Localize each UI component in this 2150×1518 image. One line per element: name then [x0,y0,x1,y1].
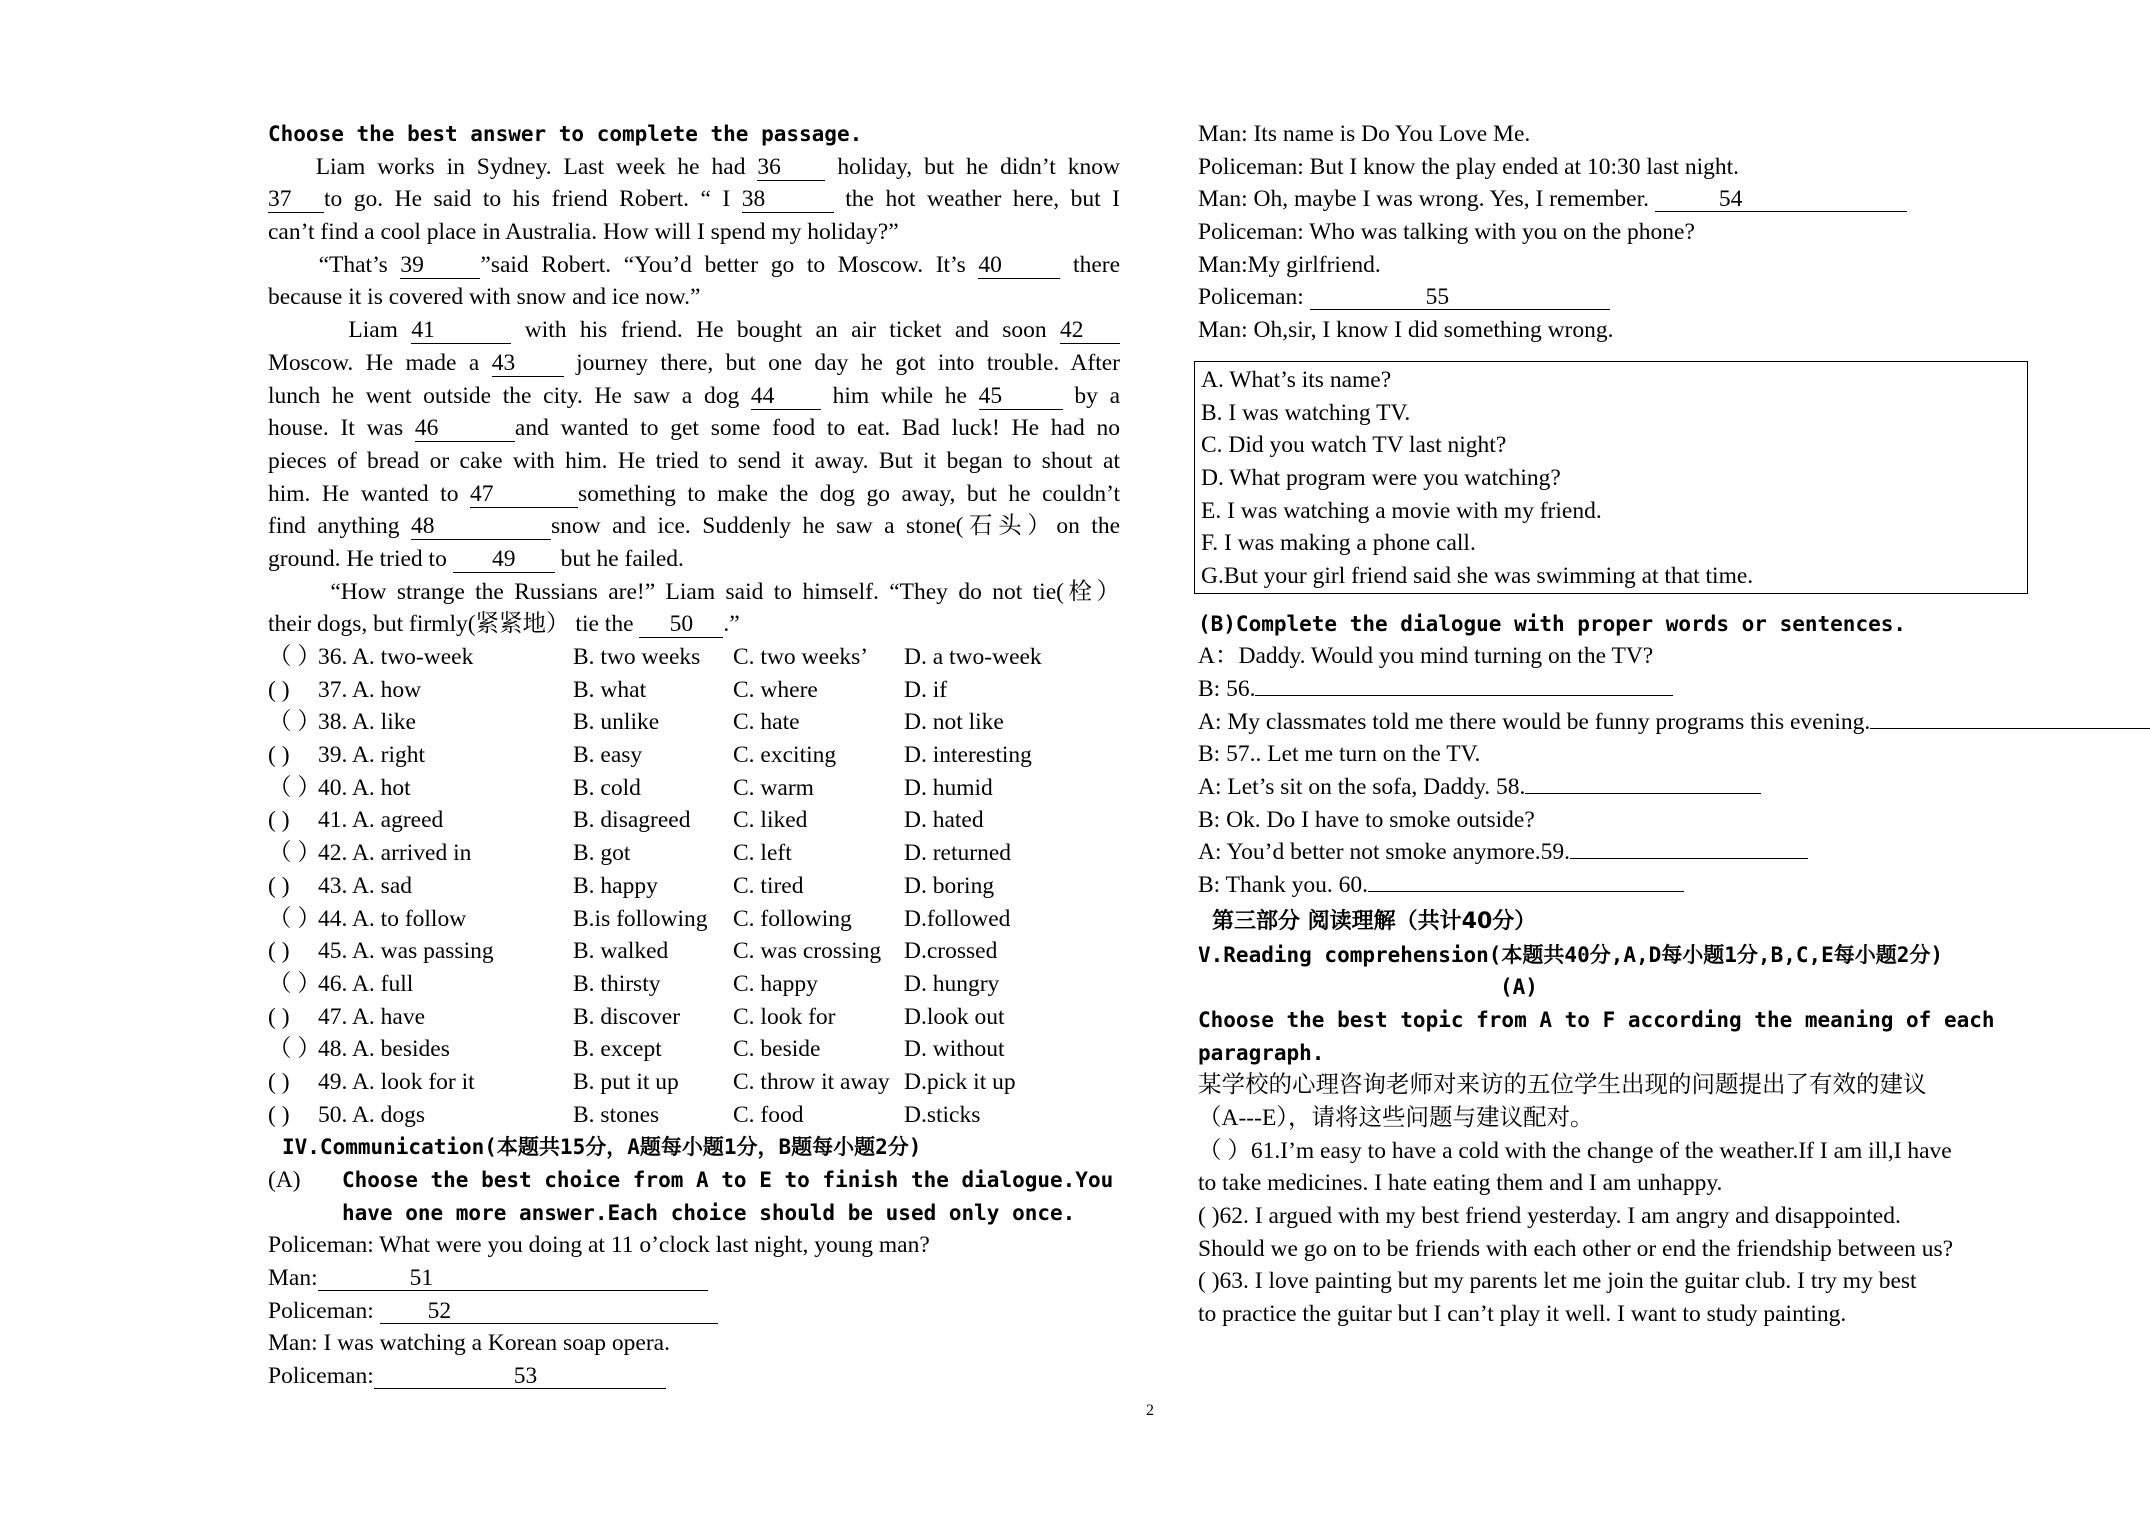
dialogue-blank: 54 [1655,187,1907,212]
option-d: D.pick it up [904,1068,1016,1095]
dialogue-text: A: You’d better not smoke anymore.59. [1198,839,1571,866]
dialogue-line [1198,216,2068,249]
option-paren: ( ) [268,742,290,769]
dialogue-text: A: Let’s sit on the sofa, Daddy. 58. [1198,774,1526,801]
dialogue-b-line [1198,836,2068,869]
option-paren: （ ） [268,905,321,932]
section-v-a-label: (A) [1500,975,1538,1000]
reading-line: to take medicines. I hate eating them and I am unhappy. [1198,1170,1723,1197]
option-row [268,674,1120,707]
option-c: C. liked [733,807,808,834]
dialogue-text: B: 56. [1198,676,1256,702]
section-v-title: V.Reading comprehension(本题共40分,A,D每小题1分,B,C,E每小题2分) [1198,942,1944,967]
passage-line [268,151,1120,184]
reading-line: to practice the guitar but I can’t play it well. I want to study painting. [1198,1301,1847,1328]
chinese-instruction: 某学校的心理咨询老师对来访的五位学生出现的问题提出了有效的建议 [1198,1072,1927,1099]
option-d: D. a two-week [904,644,1042,670]
dialogue-line [1198,281,2068,314]
dialogue-text: Man:My girlfriend. [1198,251,1381,278]
option-c: C. tired [733,872,804,899]
option-paren: ( ) [268,938,290,965]
passage-text: him while he [820,382,979,409]
option-c: C. throw it away [733,1068,890,1095]
option-b: B. got [573,840,631,867]
option-d: D. returned [904,840,1012,867]
option-paren: ( ) [268,872,290,899]
choice-item: C. Did you watch TV last night? [1201,432,1507,459]
instruction-text: Choose the best topic from A to F according the meaning of each [1198,1007,1995,1032]
instruction-text: have one more answer.Each choice should be used only once. [342,1200,1076,1225]
answer-blank: 41 [411,318,511,344]
answer-blank: 37 [268,187,324,213]
passage-text: “How strange the Russians are!” Liam said to himself. “They do not tie(栓） [268,578,1120,605]
answer-blank: 44 [751,384,821,410]
option-a: 44. A. to follow [318,905,467,932]
passage-text: their dogs, but firmly(紧紧地） tie the [268,611,640,638]
answer-blank [1255,675,1673,696]
option-b: B. put it up [573,1068,679,1095]
dialogue-line [268,1360,1120,1393]
right-column [1198,118,2068,1331]
option-row [268,706,1120,739]
section-iv-title: IV.Communication(本题共15分，A题每小题1分，B题每小题2分) [282,1135,922,1160]
option-row [268,641,1120,674]
passage-line [268,478,1120,511]
option-row [268,837,1120,870]
option-b: B. disagreed [573,807,691,834]
option-a: 48. A. besides [318,1036,450,1063]
option-d: D.crossed [904,938,998,965]
section-b-title: (B)Complete the dialogue with proper words or sentences. [1198,611,1907,636]
option-d: D.look out [904,1003,1005,1030]
passage-text: him. He wanted to [268,480,470,507]
option-row [268,1033,1120,1066]
passage-text: Liam [268,317,412,344]
dialogue-blank: 53 [374,1364,666,1389]
dialogue-text: A：Daddy. Would you mind turning on the TV? [1198,643,1654,670]
passage-line [268,445,1120,478]
option-row [268,935,1120,968]
passage-text: there [1060,251,1121,278]
option-row [268,968,1120,1001]
dialogue-line [1198,249,2068,282]
passage-text: Moscow. He made a [268,349,492,376]
option-a: 43. A. sad [318,872,412,899]
passage-line [268,380,1120,413]
option-b: B. easy [573,742,643,769]
option-a: 50. A. dogs [318,1101,426,1128]
dialogue-b-line [1198,771,2068,804]
answer-blank: 47 [470,482,578,508]
passage-line [268,412,1120,445]
option-row [268,1099,1120,1132]
answer-blank: 39 [400,253,480,279]
answer-blank [1870,708,2150,729]
choice-item: D. What program were you watching? [1201,464,1561,491]
dialogue-line [268,1229,1120,1262]
option-d: D. humid [904,774,993,801]
answer-blank [1368,871,1684,892]
dialogue-blank: 55 [1310,285,1610,310]
dialogue-b-line [1198,804,2068,837]
option-paren: ( ) [268,1068,290,1095]
passage-text: journey there, but one day he got into trouble. After [563,349,1120,376]
answer-blank [1525,773,1761,794]
option-b: B. thirsty [573,970,661,997]
option-d: D. if [904,676,948,703]
dialogue-text: Policeman: Who was talking with you on the phone? [1198,219,1695,246]
option-paren: ( ) [268,1003,290,1030]
reading-line: （ ）61.I’m easy to have a cold with the change of the weather.If I am ill,I have [1198,1137,1952,1164]
dialogue-text: Man: I was watching a Korean soap opera. [268,1330,670,1357]
passage-line [268,314,1120,347]
option-c: C. was crossing [733,938,882,965]
passage-text: but he failed. [554,545,684,572]
passage-text: something to make the dog go away, but he couldn’t [577,480,1120,507]
option-paren: （ ） [268,840,321,867]
option-c: C. beside [733,1036,821,1063]
option-a: 39. A. right [318,742,426,769]
option-d: D.sticks [904,1101,981,1128]
passage-line [268,608,1120,641]
passage-text: snow and ice. Suddenly he saw a stone(石头）on the [551,513,1121,540]
option-d: D. interesting [904,742,1032,769]
choice-item: E. I was watching a movie with my friend. [1201,497,1602,524]
option-b: B. happy [573,872,658,899]
page-number: 2 [1146,1402,1154,1419]
passage-line [268,281,1120,314]
option-d: D. without [904,1036,1005,1063]
passage-text: pieces of bread or cake with him. He tried to send it away. But it began to shout at [268,447,1120,474]
passage-text: by a [1062,382,1121,409]
dialogue-line [1198,151,2068,184]
option-c: C. two weeks’ [733,644,869,670]
passage-text: lunch he went outside the city. He saw a dog [268,382,751,409]
dialogue-blank: 52 [380,1299,718,1324]
option-b: B. walked [573,938,669,965]
option-b: B. discover [573,1003,681,1030]
dialogue-b-line [1198,640,2068,673]
dialogue-line [268,1295,1120,1328]
passage-line [268,249,1120,282]
option-a: 42. A. arrived in [318,840,472,867]
dialogue-text: Man: Oh,sir, I know I did something wrong. [1198,317,1614,344]
answer-blank: 50 [639,612,723,638]
option-c: C. happy [733,970,818,997]
dialogue-line [1198,314,2068,347]
passage-text: ”said Robert. “You’d better go to Moscow. It’s [480,251,979,278]
dialogue-text: B: Ok. Do I have to smoke outside? [1198,806,1535,833]
passage-line [268,543,1120,576]
dialogue-text: Man: Its name is Do You Love Me. [1198,121,1531,147]
option-c: C. exciting [733,742,837,769]
choice-item: B. I was watching TV. [1201,399,1411,426]
option-row [268,1066,1120,1099]
passage-text: “That’s [268,251,401,278]
answer-blank: 49 [453,547,555,573]
option-c: C. where [733,676,818,703]
instruction-text: Choose the best choice from A to E to finish the dialogue.You [342,1168,1114,1192]
answer-blank: 45 [979,384,1063,410]
option-row [268,739,1120,772]
option-a: 41. A. agreed [318,807,444,834]
answer-blank [1570,838,1808,859]
answer-blank: 36 [757,155,825,181]
option-b: B. cold [573,774,641,801]
dialogue-blank: 51 [318,1266,708,1291]
option-b: B. except [573,1036,662,1063]
answer-blank: 38 [742,187,834,213]
option-paren: ( ) [268,807,290,834]
option-paren: ( ) [268,1101,290,1128]
dialogue-line [1198,118,2068,151]
passage-text: find anything [268,513,412,540]
dialogue-text: A: My classmates told me there would be funny programs this evening. [1198,708,1871,735]
passage-text: to go. He said to his friend Robert. “ I [324,186,742,213]
option-a: 40. A. hot [318,774,411,801]
option-c: C. look for [733,1003,836,1030]
dialogue-text: Policeman: What were you doing at 11 o’clock last night, young man? [268,1232,930,1259]
section-iv-a-instruction [268,1164,1120,1197]
left-column [268,118,1120,1393]
option-b: B. what [573,676,647,703]
passage-text: and wanted to get some food to eat. Bad luck! He had no [514,415,1120,442]
option-d: D.followed [904,905,1011,932]
option-c: C. left [733,840,792,867]
choice-item: G.But your girl friend said she was swimming at that time. [1201,562,1754,589]
reading-line: Should we go on to be friends with each other or end the friendship between us? [1198,1235,1954,1262]
option-a: 45. A. was passing [318,938,494,965]
dialogue-text: Man: [268,1265,318,1292]
answer-blank: 42 [1060,318,1120,344]
choice-box [1194,361,2028,594]
option-b: B. two weeks [573,644,701,670]
option-c: C. following [733,905,852,932]
answer-blank: 46 [415,416,515,442]
passage-text: ground. He tried to [268,545,453,572]
section-iv-a-instruction [268,1197,1120,1230]
option-paren: （ ） [268,709,321,736]
option-c: C. food [733,1101,804,1128]
dialogue-text: . Let me turn on the TV. [1255,741,1481,768]
option-b: B. stones [573,1101,660,1128]
instruction-text: paragraph. [1198,1040,1325,1065]
option-c: C. hate [733,709,800,736]
dialogue-text: B: Thank you. 60. [1198,872,1368,899]
chinese-instruction: （A---E），请将这些问题与建议配对。 [1198,1104,1594,1131]
dialogue-line [268,1327,1120,1360]
dialogue-text: Policeman: [268,1297,380,1324]
option-paren: （ ） [268,970,321,997]
option-row [268,903,1120,936]
option-d: D. hated [904,807,984,834]
reading-line: ( )62. I argued with my best friend yesterday. I am angry and disappointed. [1198,1203,1901,1229]
option-a: 36. A. two-week [318,644,474,670]
passage-text: .” [723,611,740,638]
option-d: D. not like [904,709,1004,736]
passage-text: the hot weather here, but I [833,186,1120,213]
answer-blank: 40 [978,253,1060,279]
passage-line [268,510,1120,543]
option-row [268,804,1120,837]
dialogue-b-line [1198,706,2068,739]
dialogue-b-line [1198,869,2068,902]
option-d: D. boring [904,872,995,899]
passage-text: house. It was [268,415,415,442]
option-paren: （ ） [268,1036,321,1063]
option-paren: ( ) [268,676,290,703]
passage-line [268,347,1120,380]
option-a: 49. A. look for it [318,1068,475,1095]
part-three-title: 第三部分 阅读理解（共计40分） [1212,908,1537,934]
section-label: (A) [268,1167,301,1193]
option-a: 38. A. like [318,709,416,736]
dialogue-b-line [1198,673,2068,706]
option-row [268,772,1120,805]
passage-text: holiday, but he didn’t know [825,153,1120,180]
passage-text: can’t find a cool place in Australia. How will I spend my holiday?” [268,219,899,246]
passage-line [268,216,1120,249]
option-d: D. hungry [904,970,1000,997]
dialogue-text: Policeman: But I know the play ended at 10:30 last night. [1198,153,1740,180]
passage-line [268,183,1120,216]
dialogue-line [268,1262,1120,1295]
option-a: 47. A. have [318,1003,426,1030]
passage-text: Liam works in Sydney. Last week he had [268,153,758,180]
reading-line: ( )63. I love painting but my parents let me join the guitar club. I try my best [1198,1268,1917,1295]
dialogue-text: Man: Oh, maybe I was wrong. Yes, I remember. [1198,186,1655,213]
option-b: B.is following [573,905,708,932]
passage-text: with his friend. He bought an air ticket and soon [511,317,1061,344]
passage-text: because it is covered with snow and ice now.” [268,284,701,311]
dialogue-text: Policeman: [268,1363,374,1390]
passage-line [268,576,1120,609]
section-heading: Choose the best answer to complete the passage. [268,122,863,146]
choice-item: A. What’s its name? [1201,366,1392,393]
dialogue-text: Policeman: [1198,284,1310,311]
dialogue-text: B: 57. [1198,741,1256,768]
answer-blank: 48 [411,514,551,540]
dialogue-line [1198,183,2068,216]
option-row [268,870,1120,903]
option-a: 46. A. full [318,970,414,997]
option-a: 37. A. how [318,676,422,703]
choice-item: F. I was making a phone call. [1201,530,1476,557]
answer-blank: 43 [492,351,564,377]
option-row [268,1001,1120,1034]
option-paren: （ ） [268,644,321,670]
option-paren: （ ） [268,774,321,801]
dialogue-b-line [1198,738,2068,771]
option-b: B. unlike [573,709,660,736]
option-c: C. warm [733,774,814,801]
